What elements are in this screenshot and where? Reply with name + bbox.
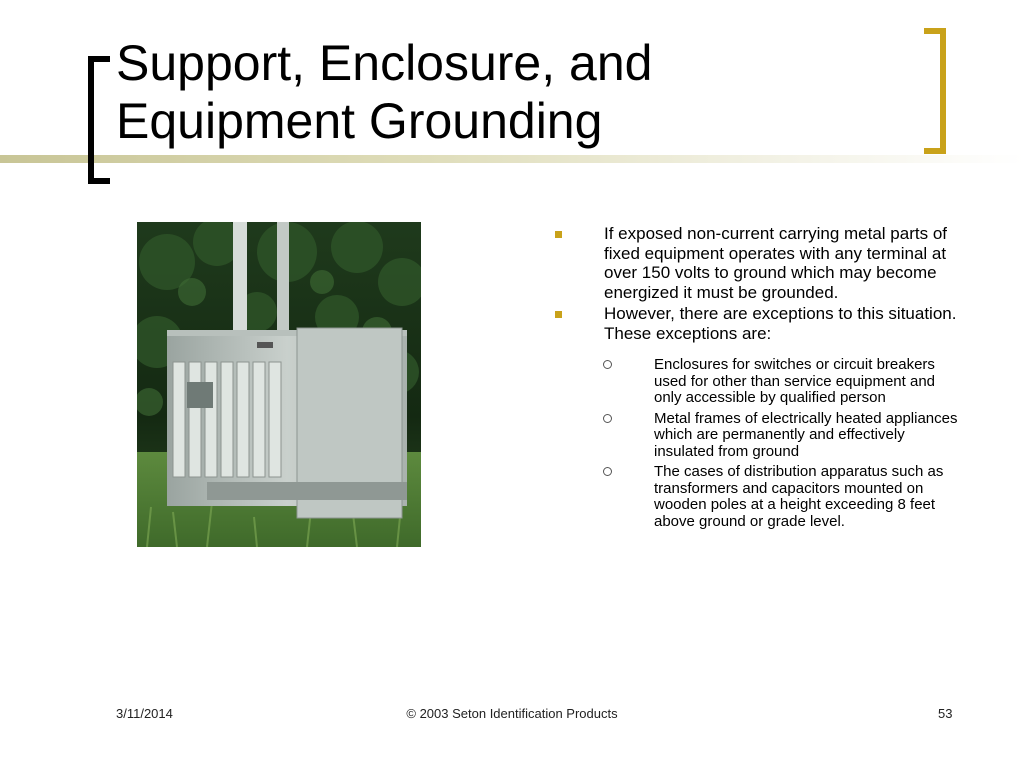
transformer-photo [137, 222, 421, 547]
sub-bullet-item [552, 411, 962, 461]
bullet-text: However, there are exceptions to this situation. These exceptions are: [604, 304, 957, 343]
sub-bullet-list [552, 357, 962, 530]
bullet-list [552, 224, 962, 534]
page-number: 53 [938, 706, 953, 721]
sub-bullet-text: The cases of distribution apparatus such as transformers and capacitors mounted on wooden poles at a height exceeding 8 feet above ground or grade level. [654, 463, 944, 530]
bullet-text: If exposed non-current carrying metal parts of fixed equipment operates with any terminal at over 150 volts to ground which may become energized it must be grounded. [604, 224, 947, 302]
bullet-item [552, 224, 962, 302]
bullet-item [552, 304, 962, 343]
sub-bullet-item [552, 464, 962, 530]
circle-bullet-icon [603, 414, 612, 423]
square-bullet-icon [555, 231, 562, 238]
title-underline-band [0, 155, 1024, 163]
slide-title: Support, Enclosure, and Equipment Grounding [116, 35, 653, 149]
footer-copyright: © 2003 Seton Identification Products [406, 706, 618, 721]
circle-bullet-icon [603, 360, 612, 369]
circle-bullet-icon [603, 467, 612, 476]
sub-bullet-item [552, 357, 962, 407]
right-bracket-decoration [924, 28, 946, 154]
sub-bullet-text: Enclosures for switches or circuit breakers used for other than service equipment and only accessible by qualified person [654, 356, 936, 406]
sub-bullet-text: Metal frames of electrically heated appliances which are permanently and effectively insulated from ground [654, 409, 958, 460]
left-bracket-decoration [88, 56, 110, 184]
footer-date: 3/11/2014 [116, 706, 173, 721]
square-bullet-icon [555, 311, 562, 318]
